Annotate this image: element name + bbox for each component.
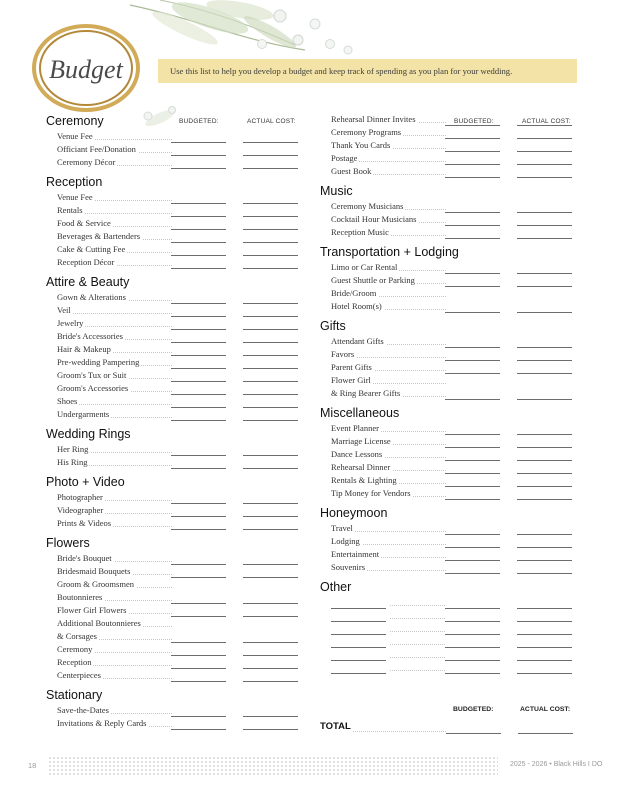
item-label: Cake & Cutting Fee (57, 244, 126, 254)
actual-cost-line[interactable] (517, 499, 572, 500)
budget-line-item (46, 717, 311, 730)
item-label: Groom's Accessories (57, 383, 129, 393)
budgeted-amount-line[interactable] (171, 268, 226, 269)
budget-line-item (46, 304, 311, 317)
budgeted-amount-line[interactable] (445, 177, 500, 178)
section-title: Transportation + Lodging (320, 245, 459, 259)
budget-line-item (320, 548, 585, 561)
item-label: Pre-wedding Pampering (57, 357, 140, 367)
section-title: Attire & Beauty (46, 275, 130, 289)
section-title: Flowers (46, 536, 90, 550)
budget-line-item (320, 661, 585, 674)
budget-section (46, 113, 311, 169)
item-label: Ceremony Décor (57, 157, 116, 167)
budget-line-item (320, 165, 585, 178)
actual-cost-line[interactable] (517, 312, 572, 313)
right-column (320, 113, 585, 679)
budget-line-item (46, 443, 311, 456)
total-budgeted-header: BUDGETED: (453, 706, 494, 713)
budget-section (320, 318, 585, 400)
item-label: Tip Money for Vendors (331, 488, 411, 498)
actual-cost-line[interactable] (243, 529, 298, 530)
item-label: Bridesmaid Bouquets (57, 566, 131, 576)
item-label: Reception (57, 657, 92, 667)
item-label: Ceremony (57, 644, 93, 654)
item-label: Hair & Makeup (57, 344, 111, 354)
right-budgeted-header: BUDGETED: (454, 118, 494, 125)
budget-line-item (46, 491, 311, 504)
budget-line-item (320, 648, 585, 661)
budget-line-item (320, 522, 585, 535)
item-label: Boutonnieres (57, 592, 103, 602)
budget-section (320, 113, 585, 178)
budget-line-item (46, 504, 311, 517)
budget-line-item (46, 395, 311, 408)
budget-line-item (46, 330, 311, 343)
item-label: Flower Girl Flowers (57, 605, 127, 615)
item-label: Cocktail Hour Musicians (331, 214, 417, 224)
section-title: Other (320, 580, 352, 594)
item-name-blank[interactable] (331, 673, 386, 674)
budget-line-item (46, 130, 311, 143)
actual-cost-line[interactable] (243, 420, 298, 421)
budget-line-item (320, 596, 585, 609)
item-label: Her Ring (57, 444, 89, 454)
budget-line-item (46, 578, 311, 591)
actual-cost-line[interactable] (243, 168, 298, 169)
total-actual-line[interactable] (518, 733, 573, 734)
budget-section (46, 426, 311, 469)
item-label: Favors (331, 349, 355, 359)
budgeted-amount-line[interactable] (445, 312, 500, 313)
item-label: Ceremony Musicians (331, 201, 404, 211)
budget-line-item (46, 517, 311, 530)
budget-line-item (46, 217, 311, 230)
budget-line-item (320, 226, 585, 239)
item-label: Lodging (331, 536, 360, 546)
budget-line-item (46, 552, 311, 565)
budget-line-item (320, 487, 585, 500)
item-label: Prints & Videos (57, 518, 112, 528)
actual-cost-line[interactable] (517, 399, 572, 400)
page-number: 18 (28, 761, 37, 770)
budget-line-item (46, 256, 311, 269)
budget-line-item (46, 565, 311, 578)
item-label: Rentals & Lighting (331, 475, 397, 485)
budget-line-item (46, 343, 311, 356)
section-title: Miscellaneous (320, 406, 400, 420)
budget-line-item (46, 143, 311, 156)
budget-line-item (46, 643, 311, 656)
total-budgeted-line[interactable] (446, 733, 501, 734)
item-label: Event Planner (331, 423, 379, 433)
item-label: Centerpieces (57, 670, 101, 680)
budget-line-item (320, 274, 585, 287)
budget-line-item (320, 348, 585, 361)
actual-cost-line[interactable] (517, 177, 572, 178)
budget-line-item (46, 591, 311, 604)
item-label: & Ring Bearer Gifts (331, 388, 401, 398)
item-label: Videographer (57, 505, 104, 515)
item-label: Attendant Gifts (331, 336, 384, 346)
budget-line-item (46, 704, 311, 717)
budgeted-amount-line[interactable] (445, 573, 500, 574)
budget-section (46, 535, 311, 682)
budget-line-item (320, 435, 585, 448)
budget-line-item (46, 369, 311, 382)
left-actual-header: ACTUAL COST: (247, 118, 296, 125)
budget-line-item (320, 200, 585, 213)
total-actual-header: ACTUAL COST: (520, 706, 571, 713)
budget-line-item (320, 152, 585, 165)
item-label: Beverages & Bartenders (57, 231, 141, 241)
item-label: Marriage License (331, 436, 391, 446)
budget-badge (30, 22, 142, 114)
item-label: Shoes (57, 396, 78, 406)
budgeted-amount-line[interactable] (445, 399, 500, 400)
item-label: Rehearsal Dinner (331, 462, 391, 472)
item-label: Invitations & Reply Cards (57, 718, 147, 728)
budget-line-item (46, 243, 311, 256)
item-label: Venue Fee (57, 131, 93, 141)
budget-section (46, 274, 311, 421)
budgeted-amount-line[interactable] (171, 529, 226, 530)
budget-line-item (46, 669, 311, 682)
instruction-banner (158, 59, 577, 83)
section-title: Gifts (320, 319, 346, 333)
item-label: Save-the-Dates (57, 705, 109, 715)
budget-line-item (320, 113, 585, 126)
budget-line-item (46, 456, 311, 469)
item-label: Reception Décor (57, 257, 115, 267)
right-actual-header: ACTUAL COST: (522, 118, 571, 125)
item-label: Rehearsal Dinner Invites (331, 114, 416, 124)
budget-line-item (320, 448, 585, 461)
item-label: Food & Service (57, 218, 111, 228)
actual-cost-line[interactable] (517, 573, 572, 574)
item-label: Jewelry (57, 318, 84, 328)
budget-section (46, 174, 311, 269)
budget-line-item (320, 335, 585, 348)
budget-title: Budget (49, 55, 123, 84)
left-budgeted-header: BUDGETED: (179, 118, 219, 125)
budget-line-item (320, 561, 585, 574)
budget-line-item (46, 191, 311, 204)
item-label: Travel (331, 523, 353, 533)
section-title: Music (320, 184, 353, 198)
item-label: Photographer (57, 492, 103, 502)
budget-line-item (46, 291, 311, 304)
publication-credit: 2025 - 2026 • Black Hills I DO (510, 761, 603, 768)
item-label: Parent Gifts (331, 362, 372, 372)
item-label: Ceremony Programs (331, 127, 402, 137)
actual-cost-line[interactable] (243, 681, 298, 682)
total-row (320, 721, 580, 735)
budget-line-item (320, 261, 585, 274)
budget-line-item (320, 139, 585, 152)
left-column (46, 113, 311, 735)
budget-section (320, 405, 585, 500)
item-label: Guest Shuttle or Parking (331, 275, 415, 285)
section-title: Honeymoon (320, 506, 388, 520)
budget-line-item (320, 213, 585, 226)
item-label: & Corsages (57, 631, 97, 641)
footer-dot-pattern (48, 756, 498, 776)
total-label: TOTAL (320, 721, 351, 732)
item-label: Additional Boutonnieres (57, 618, 141, 628)
budget-section (320, 579, 585, 674)
section-title: Ceremony (46, 114, 104, 128)
budget-line-item (46, 617, 311, 630)
item-label: Entertainment (331, 549, 380, 559)
budget-line-item (46, 630, 311, 643)
item-label: Guest Book (331, 166, 372, 176)
budgeted-amount-line[interactable] (171, 468, 226, 469)
budget-line-item (320, 126, 585, 139)
budget-line-item (320, 535, 585, 548)
item-label: Groom's Tux or Suit (57, 370, 127, 380)
budgeted-amount-line[interactable] (171, 168, 226, 169)
budget-line-item (46, 156, 311, 169)
item-label: Postage (331, 153, 358, 163)
budget-line-item (46, 230, 311, 243)
budget-line-item (46, 317, 311, 330)
item-label: Bride/Groom (331, 288, 377, 298)
budget-line-item (46, 204, 311, 217)
budget-line-item (320, 387, 585, 400)
budget-line-item (320, 622, 585, 635)
budgeted-amount-line[interactable] (171, 729, 226, 730)
budget-line-item (46, 356, 311, 369)
item-label: Groom & Groomsmen (57, 579, 134, 589)
budgeted-amount-line[interactable] (445, 673, 500, 674)
budget-section (320, 505, 585, 574)
item-label: Limo or Car Rental (331, 262, 398, 272)
budget-line-item (320, 461, 585, 474)
budget-section (320, 183, 585, 239)
budget-line-item (320, 422, 585, 435)
item-label: Bride's Bouquet (57, 553, 112, 563)
budget-section (46, 687, 311, 730)
actual-cost-line[interactable] (243, 468, 298, 469)
actual-cost-line[interactable] (517, 238, 572, 239)
item-label: Souvenirs (331, 562, 365, 572)
item-label: Reception Music (331, 227, 389, 237)
item-label: Dance Lessons (331, 449, 383, 459)
item-label: Thank You Cards (331, 140, 391, 150)
item-label: Bride's Accessories (57, 331, 123, 341)
section-title: Stationary (46, 688, 103, 702)
budget-line-item (320, 361, 585, 374)
item-label: Venue Fee (57, 192, 93, 202)
budget-line-item (46, 408, 311, 421)
item-label: Flower Girl (331, 375, 371, 385)
budget-line-item (46, 656, 311, 669)
item-label: Rentals (57, 205, 83, 215)
budgeted-amount-line[interactable] (171, 681, 226, 682)
actual-cost-line[interactable] (243, 268, 298, 269)
item-label: Officiant Fee/Donation (57, 144, 136, 154)
budget-line-item (320, 635, 585, 648)
budget-line-item (320, 287, 585, 300)
actual-cost-line[interactable] (243, 729, 298, 730)
item-label: Hotel Room(s) (331, 301, 382, 311)
budgeted-amount-line[interactable] (171, 420, 226, 421)
budgeted-amount-line[interactable] (445, 499, 500, 500)
budget-line-item (320, 474, 585, 487)
item-label: Veil (57, 305, 71, 315)
budget-line-item (46, 382, 311, 395)
budget-line-item (320, 300, 585, 313)
section-title: Wedding Rings (46, 427, 131, 441)
budget-line-item (320, 609, 585, 622)
budgeted-amount-line[interactable] (445, 238, 500, 239)
banner-text: Use this list to help you develop a budget and keep track of spending as you plan for your wedding. (170, 66, 513, 76)
budget-section (320, 244, 585, 313)
section-title: Photo + Video (46, 475, 125, 489)
item-label: Gown & Alterations (57, 292, 126, 302)
budget-section (46, 474, 311, 530)
section-title: Reception (46, 175, 103, 189)
item-label: Undergarments (57, 409, 110, 419)
budget-line-item (320, 374, 585, 387)
item-label: His Ring (57, 457, 88, 467)
actual-cost-line[interactable] (517, 673, 572, 674)
budget-line-item (46, 604, 311, 617)
